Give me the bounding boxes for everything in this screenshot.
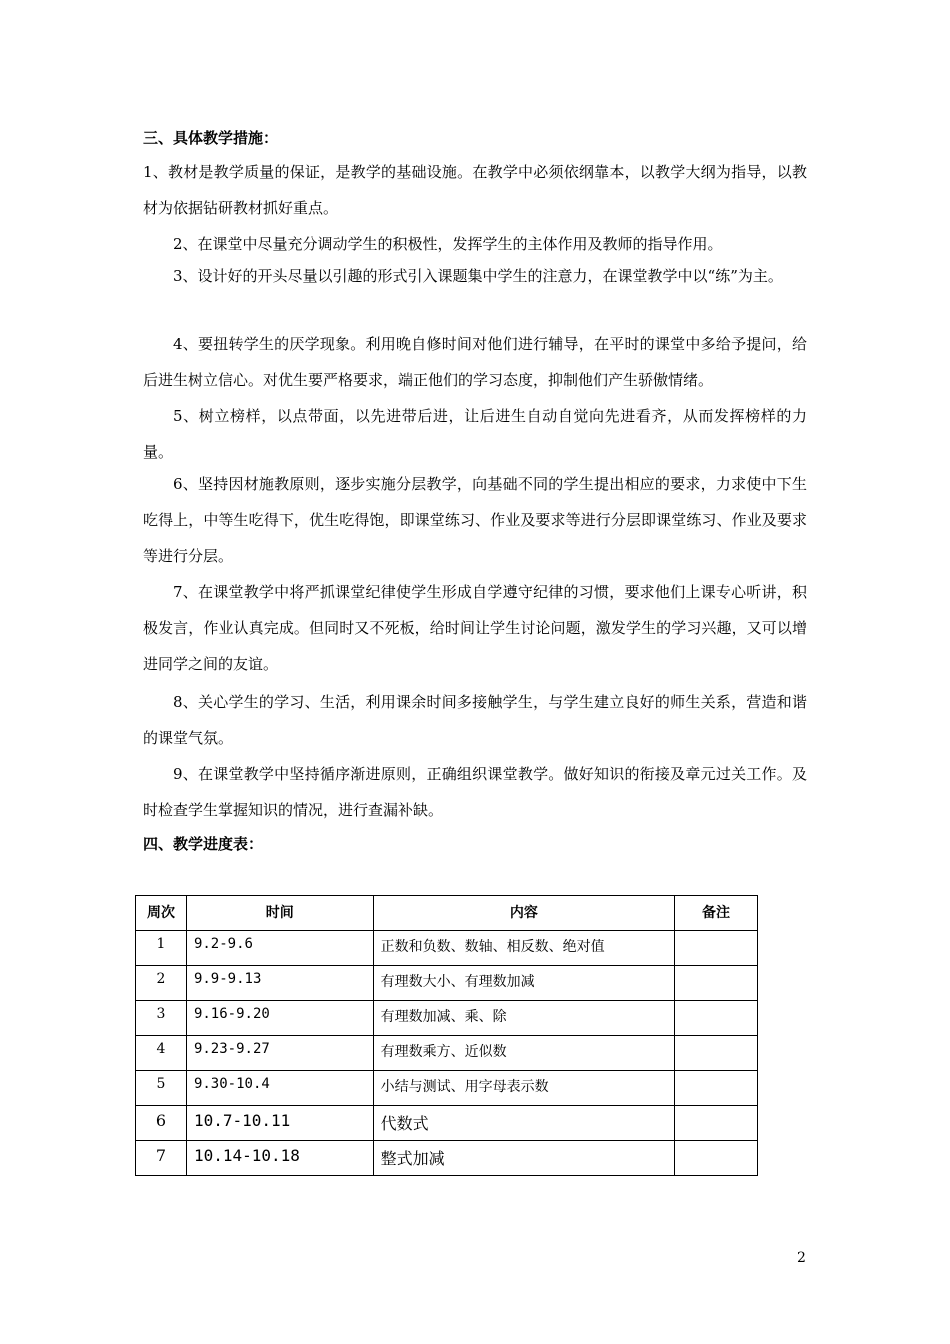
cell-note — [675, 1071, 758, 1106]
header-time: 时间 — [186, 896, 373, 931]
cell-week: 1 — [136, 931, 187, 966]
measure-item-3: 3、设计好的开头尽量以引趣的形式引入课题集中学生的注意力，在课堂教学中以“练”为主。 — [173, 267, 783, 285]
table-row — [136, 1036, 758, 1071]
cell-content: 有理数大小、有理数加减 — [373, 966, 674, 1001]
measure-item-4: 4、要扭转学生的厌学现象。利用晚自修时间对他们进行辅导，在平时的课堂中多给予提问，给后进生树立信心。对优生要严格要求，端正他们的学习态度，抑制他们产生骄傲情绪。 — [143, 335, 807, 389]
section4-heading: 四、教学进度表： — [143, 835, 264, 853]
table-row — [136, 1141, 758, 1176]
header-note: 备注 — [675, 896, 758, 931]
cell-content: 整式加减 — [373, 1141, 674, 1176]
measure-item-2: 2、在课堂中尽量充分调动学生的积极性，发挥学生的主体作用及教师的指导作用。 — [173, 235, 723, 253]
cell-note — [675, 1106, 758, 1141]
table-header-row — [136, 896, 758, 931]
cell-time: 9.30-10.4 — [186, 1071, 373, 1106]
measure-item-6: 6、坚持因材施教原则，逐步实施分层教学，向基础不同的学生提出相应的要求，力求使中下生吃得上，中等生吃得下，优生吃得饱，即课堂练习、作业及要求等进行分层即课堂练习、作业及要求等进行分层。 — [143, 475, 807, 565]
measure-item-1: 1、教材是教学质量的保证，是教学的基础设施。在教学中必须依纲靠本，以教学大纲为指导，以教材为依据钻研教材抓好重点。 — [143, 163, 807, 217]
cell-week: 4 — [136, 1036, 187, 1071]
cell-time: 10.14-10.18 — [186, 1141, 373, 1176]
measure-item-5: 5、树立榜样，以点带面，以先进带后进，让后进生自动自觉向先进看齐，从而发挥榜样的力量。 — [143, 407, 807, 461]
measure-item-8: 8、关心学生的学习、生活，利用课余时间多接触学生，与学生建立良好的师生关系，营造和谐的课堂气氛。 — [143, 693, 807, 747]
cell-time: 9.9-9.13 — [186, 966, 373, 1001]
cell-week: 2 — [136, 966, 187, 1001]
cell-content: 代数式 — [373, 1106, 674, 1141]
table-row — [136, 1071, 758, 1106]
cell-note — [675, 1141, 758, 1176]
cell-week: 7 — [136, 1141, 187, 1176]
cell-time: 9.16-9.20 — [186, 1001, 373, 1036]
table-row — [136, 966, 758, 1001]
table-row — [136, 1106, 758, 1141]
schedule-table — [135, 895, 758, 1176]
measure-item-9: 9、在课堂教学中坚持循序渐进原则，正确组织课堂教学。做好知识的衔接及章元过关工作。及时检查学生掌握知识的情况，进行查漏补缺。 — [143, 765, 807, 819]
header-week: 周次 — [136, 896, 187, 931]
cell-week: 3 — [136, 1001, 187, 1036]
cell-content: 有理数乘方、近似数 — [373, 1036, 674, 1071]
page-number: 2 — [797, 1250, 806, 1266]
measure-item-7: 7、在课堂教学中将严抓课堂纪律使学生形成自学遵守纪律的习惯，要求他们上课专心听讲，积极发言，作业认真完成。但同时又不死板，给时间让学生讨论问题，激发学生的学习兴趣，又可以增进同学之间的友谊。 — [143, 583, 807, 673]
header-content: 内容 — [373, 896, 674, 931]
cell-note — [675, 1001, 758, 1036]
cell-note — [675, 1036, 758, 1071]
cell-week: 5 — [136, 1071, 187, 1106]
cell-time: 10.7-10.11 — [186, 1106, 373, 1141]
cell-time: 9.23-9.27 — [186, 1036, 373, 1071]
cell-content: 有理数加减、乘、除 — [373, 1001, 674, 1036]
cell-note — [675, 931, 758, 966]
cell-time: 9.2-9.6 — [186, 931, 373, 966]
cell-content: 正数和负数、数轴、相反数、绝对值 — [373, 931, 674, 966]
table-row — [136, 1001, 758, 1036]
cell-content: 小结与测试、用字母表示数 — [373, 1071, 674, 1106]
table-row — [136, 931, 758, 966]
section3-heading: 三、具体教学措施： — [143, 129, 279, 147]
cell-week: 6 — [136, 1106, 187, 1141]
cell-note — [675, 966, 758, 1001]
